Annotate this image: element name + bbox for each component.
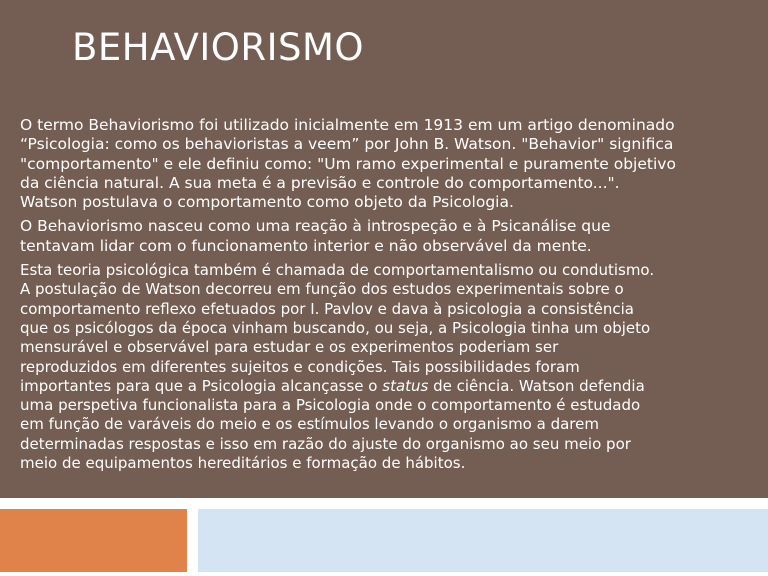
- paragraph-line-with-italic: [20, 377, 755, 396]
- paragraph-line: em função de varáveis do meio e os estímulos levando o organismo a darem: [20, 415, 599, 434]
- slide-title: BEHAVIORISMO: [72, 26, 365, 69]
- paragraph-line: tentavam lidar com o funcionamento interior e não observável da mente.: [20, 236, 592, 255]
- paragraph-line: O Behaviorismo nasceu como uma reação à introspeção e à Psicanálise que: [20, 217, 611, 236]
- paragraph-line: meio de equipamentos hereditários e formação de hábitos.: [20, 454, 466, 473]
- paragraph-line: “Psicologia: como os behavioristas a veem” por John B. Watson. "Behavior" significa: [20, 135, 674, 154]
- paragraph-line: Watson postulava o comportamento como objeto da Psicologia.: [20, 193, 514, 212]
- text-segment: importantes para que a Psicologia alcançasse o: [20, 376, 383, 395]
- footer-blue-block: [198, 509, 768, 572]
- paragraph-line: "comportamento" e ele definiu como: "Um ramo experimental e puramente objetivo: [20, 154, 676, 173]
- paragraph-2: [20, 217, 755, 256]
- paragraph-line: Esta teoria psicológica também é chamada de comportamentalismo ou condutismo.: [20, 261, 655, 280]
- paragraph-line: A postulação de Watson decorreu em função dos estudos experimentais sobre o: [20, 280, 624, 299]
- paragraph-line: reproduzidos em diferentes sujeitos e condições. Tais possibilidades foram: [20, 357, 580, 376]
- slide-body: [20, 116, 755, 478]
- text-segment: de ciência. Watson defendia: [428, 376, 645, 395]
- paragraph-line: uma perspetiva funcionalista para a Psicologia onde o comportamento é estudado: [20, 396, 641, 415]
- paragraph-line: O termo Behaviorismo foi utilizado inicialmente em 1913 em um artigo denominado: [20, 116, 675, 134]
- paragraph-line: mensurável e observável para estudar e os experimentos poderiam ser: [20, 338, 559, 357]
- paragraph-line: comportamento reflexo efetuados por I. Pavlov e dava à psicologia a consistência: [20, 299, 634, 318]
- italic-term: status: [382, 376, 429, 395]
- paragraph-line: da ciência natural. A sua meta é a previsão e controle do comportamento...".: [20, 173, 620, 192]
- paragraph-1: [20, 116, 755, 212]
- paragraph-3: [20, 261, 755, 473]
- paragraph-line: determinadas respostas e isso em razão do ajuste do organismo ao seu meio por: [20, 434, 631, 453]
- paragraph-line: que os psicólogos da época vinham buscando, ou seja, a Psicologia tinha um objeto: [20, 318, 651, 337]
- footer-orange-block: [0, 509, 187, 572]
